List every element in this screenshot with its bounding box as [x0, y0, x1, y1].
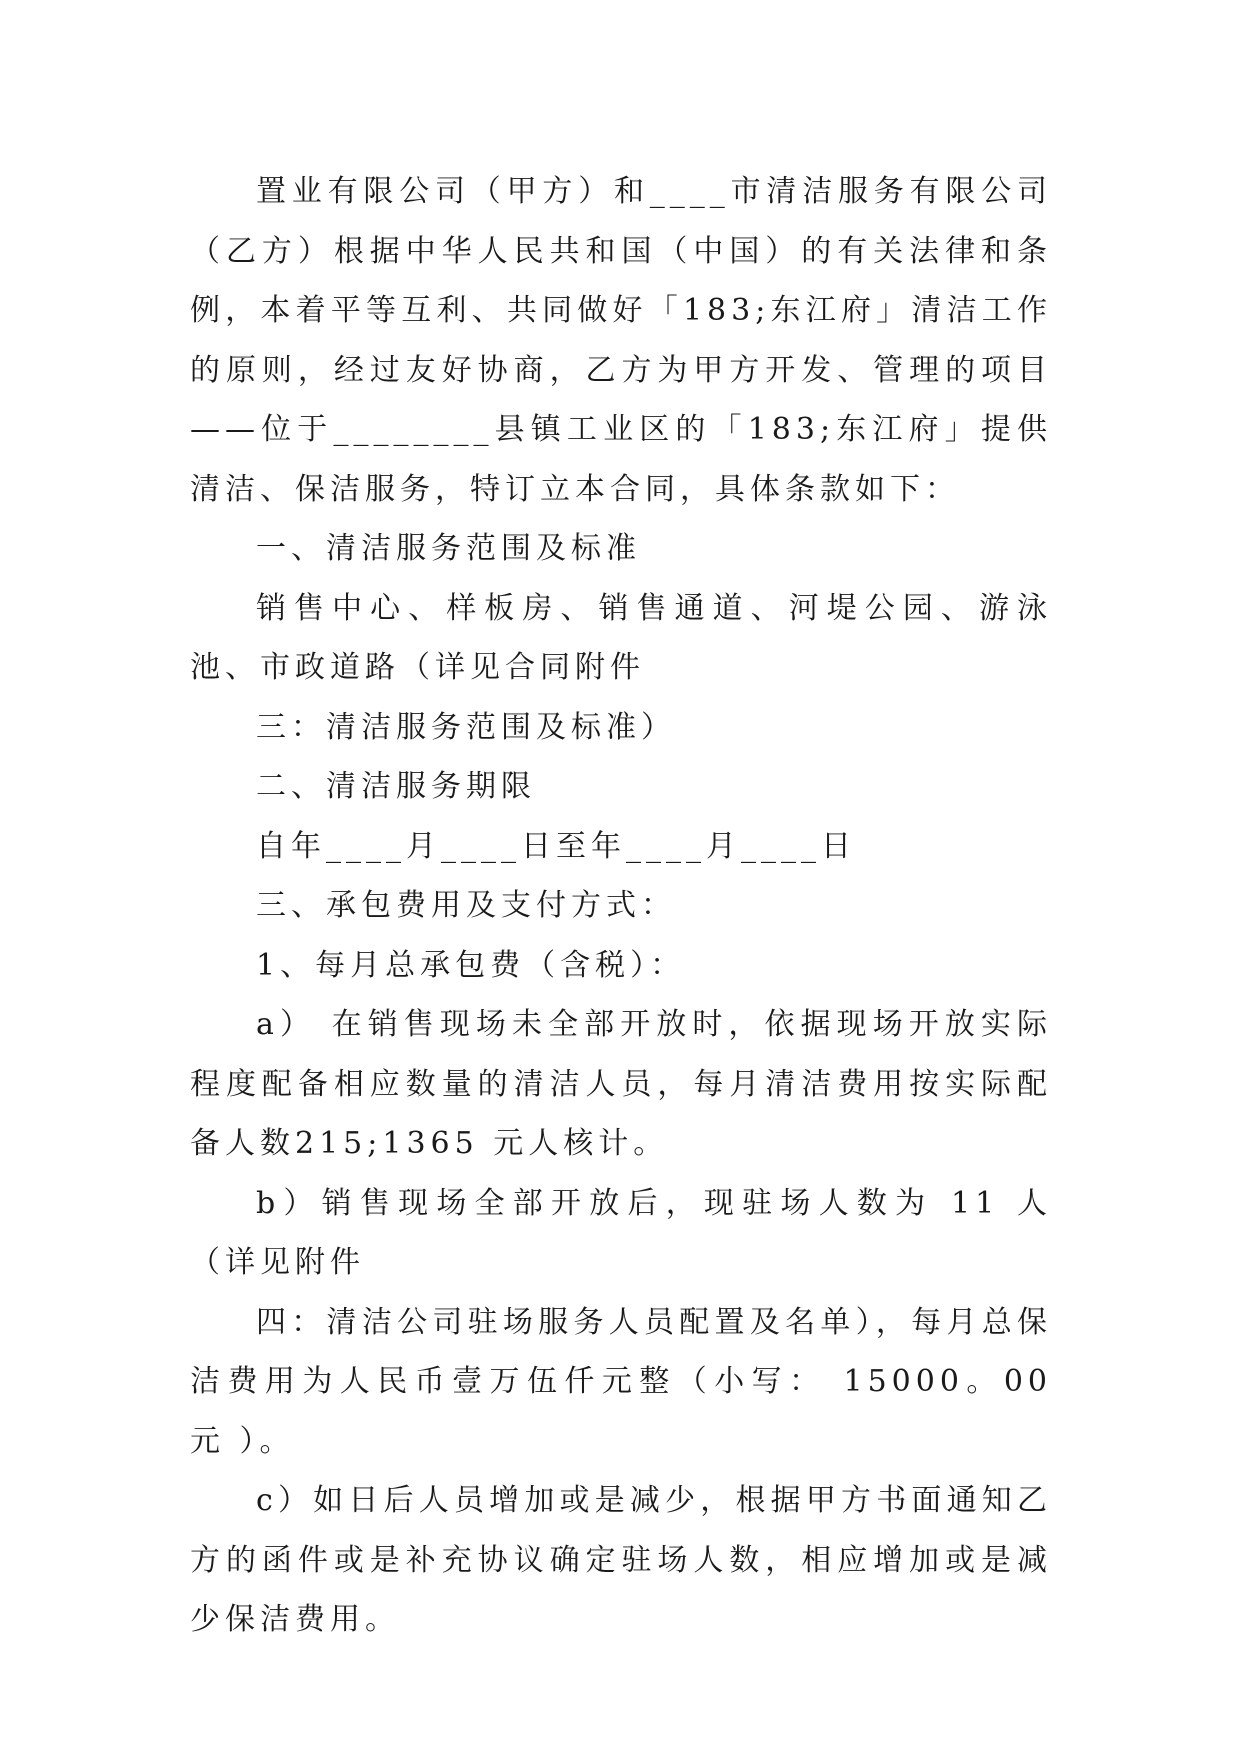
section-heading-fees: 三、承包费用及支付方式：: [256, 888, 676, 923]
paragraph-scope-areas: 销售中心、样板房、销售通道、河堤公园、游泳池、市政道路（详见合同附件: [190, 590, 1052, 685]
paragraph-item-c: c）如日后人员增加或是减少，根据甲方书面通知乙方的函件或是补充协议确定驻场人数，相应增加或是减少保洁费用。: [190, 1483, 1052, 1637]
section-heading-scope: 一、清洁服务范围及标准: [256, 531, 641, 566]
paragraph-preamble: 置业有限公司（甲方）和____市清洁服务有限公司（乙方）根据中华人民共和国（中国）的有关法律和条例，本着平等互利、共同做好「183;东江府」清洁工作的原则，经过友好协商，乙方为甲方开发、管理的项目——位于________县镇工业区的「183;东江府」提供清洁、保洁服务，特订立本合同，具体条款如下：: [190, 174, 1052, 507]
paragraph-term-dates: 自年____月____日至年____月____日: [256, 828, 856, 864]
paragraph-attachment-three: 三：清洁服务范围及标准）: [256, 709, 676, 745]
paragraph-monthly-fee: 1、每月总承包费（含税）：: [256, 947, 686, 983]
paragraph-item-a: a） 在销售现场未全部开放时，依据现场开放实际程度配备相应数量的清洁人员，每月清洁费用按实际配备人数215;1365 元人核计。: [190, 1007, 1052, 1161]
document-body: [190, 162, 1052, 1650]
paragraph-attachment-four: 四：清洁公司驻场服务人员配置及名单），每月总保洁费用为人民币壹万伍仟元整（小写： 15000。00 元 ）。: [190, 1304, 1052, 1459]
section-heading-term: 二、清洁服务期限: [256, 769, 536, 804]
paragraph-item-b: b）销售现场全部开放后，现驻场人数为 11 人（详见附件: [190, 1185, 1052, 1280]
